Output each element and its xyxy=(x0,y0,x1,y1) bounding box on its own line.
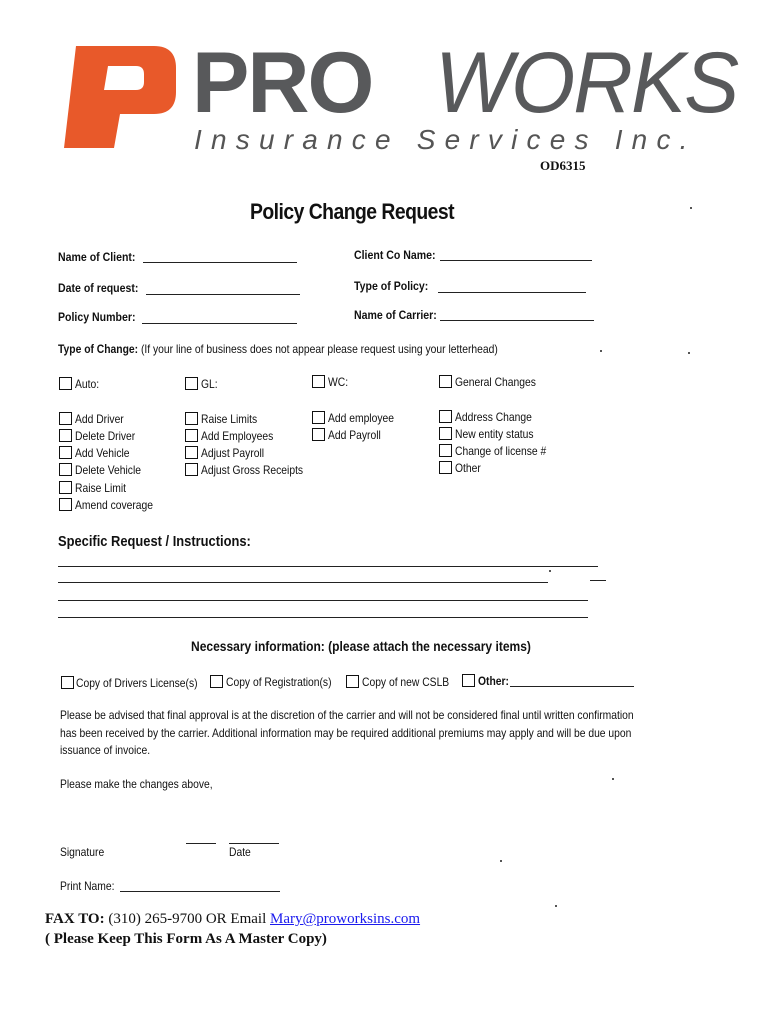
other-change-label: Other xyxy=(455,461,481,475)
delete-vehicle-label: Delete Vehicle xyxy=(75,463,141,477)
adjust-payroll-label: Adjust Payroll xyxy=(201,446,265,460)
policy-number-field[interactable] xyxy=(142,323,297,324)
cslb-checkbox[interactable] xyxy=(346,675,359,688)
date-field[interactable] xyxy=(229,843,279,844)
delete-vehicle-checkbox[interactable] xyxy=(59,463,72,476)
client-co-name-field[interactable] xyxy=(440,260,592,261)
delete-driver-label: Delete Driver xyxy=(75,429,136,443)
other-change-checkbox[interactable] xyxy=(439,461,452,474)
date-of-request-label: Date of request: xyxy=(58,281,139,295)
raise-limits-checkbox[interactable] xyxy=(185,412,198,425)
name-of-carrier-label: Name of Carrier: xyxy=(354,308,437,322)
address-change-label: Address Change xyxy=(455,410,532,424)
email-link[interactable]: Mary@proworksins.com xyxy=(270,911,421,927)
necessary-info-heading: Necessary information: (please attach the necessary items) xyxy=(191,638,531,654)
cslb-label: Copy of new CSLB xyxy=(362,675,450,689)
add-employee-label: Add employee xyxy=(328,411,394,425)
raise-limit-label: Raise Limit xyxy=(75,481,127,495)
raise-limit-checkbox[interactable] xyxy=(59,481,72,494)
general-changes-checkbox[interactable] xyxy=(439,375,452,388)
add-payroll-checkbox[interactable] xyxy=(312,428,325,441)
drivers-license-label: Copy of Drivers License(s) xyxy=(76,676,198,690)
add-vehicle-checkbox[interactable] xyxy=(59,446,72,459)
logo-subtitle: Insurance Services Inc. xyxy=(194,124,697,155)
instructions-line-3[interactable] xyxy=(58,600,588,601)
fax-line xyxy=(45,911,420,928)
instructions-line-4[interactable] xyxy=(58,617,588,618)
type-of-change-note: (If your line of business does not appear please request using your letterhead) xyxy=(140,342,498,356)
type-of-policy-label: Type of Policy: xyxy=(354,279,429,293)
address-change-checkbox[interactable] xyxy=(439,410,452,423)
amend-coverage-label: Amend coverage xyxy=(75,498,154,512)
general-changes-label: General Changes xyxy=(455,375,536,389)
drivers-license-checkbox[interactable] xyxy=(61,676,74,689)
policy-number-label: Policy Number: xyxy=(58,310,136,324)
client-co-name-label: Client Co Name: xyxy=(354,248,436,262)
change-of-license-checkbox[interactable] xyxy=(439,444,452,457)
date-of-request-field[interactable] xyxy=(146,294,300,295)
signature-field[interactable] xyxy=(186,843,216,844)
gl-checkbox[interactable] xyxy=(185,377,198,390)
fax-label: FAX TO: xyxy=(45,911,105,927)
date-label: Date xyxy=(229,845,251,859)
add-driver-checkbox[interactable] xyxy=(59,412,72,425)
registration-label: Copy of Registration(s) xyxy=(226,675,332,689)
instructions-line-2-tail xyxy=(590,580,606,581)
print-name-label: Print Name: xyxy=(60,879,115,893)
proworks-logo-mark xyxy=(62,44,180,150)
specific-request-heading: Specific Request / Instructions: xyxy=(58,533,251,550)
fax-text: (310) 265-9700 OR Email xyxy=(108,911,267,927)
adjust-payroll-checkbox[interactable] xyxy=(185,446,198,459)
adjust-gross-receipts-checkbox[interactable] xyxy=(185,463,198,476)
name-of-carrier-field[interactable] xyxy=(440,320,594,321)
adjust-gross-receipts-label: Adjust Gross Receipts xyxy=(201,463,304,477)
delete-driver-checkbox[interactable] xyxy=(59,429,72,442)
page-title: Policy Change Request xyxy=(250,199,455,224)
wc-checkbox[interactable] xyxy=(312,375,325,388)
gl-label: GL: xyxy=(201,377,218,391)
type-of-change-label: Type of Change: xyxy=(58,342,139,356)
auto-label: Auto: xyxy=(75,377,100,391)
amend-coverage-checkbox[interactable] xyxy=(59,498,72,511)
scan-speck xyxy=(688,352,690,354)
add-vehicle-label: Add Vehicle xyxy=(75,446,130,460)
add-driver-label: Add Driver xyxy=(75,412,124,426)
scan-speck xyxy=(549,570,551,572)
add-payroll-label: Add Payroll xyxy=(328,428,381,442)
signature-label: Signature xyxy=(60,845,105,859)
scan-speck xyxy=(612,778,614,780)
add-employee-checkbox[interactable] xyxy=(312,411,325,424)
scan-speck xyxy=(600,350,602,352)
name-of-client-field[interactable] xyxy=(143,262,297,263)
change-of-license-label: Change of license # xyxy=(455,444,547,458)
new-entity-status-checkbox[interactable] xyxy=(439,427,452,440)
registration-checkbox[interactable] xyxy=(210,675,223,688)
scan-speck xyxy=(690,207,692,209)
add-employees-label: Add Employees xyxy=(201,429,274,443)
logo-works-text: WORKS xyxy=(435,35,738,131)
raise-limits-label: Raise Limits xyxy=(201,412,258,426)
instructions-line-2[interactable] xyxy=(58,582,548,583)
disclaimer-line-3: issuance of invoice. xyxy=(60,743,151,757)
other-attachment-field[interactable] xyxy=(510,686,634,687)
type-of-change-line xyxy=(58,342,498,356)
print-name-field[interactable] xyxy=(120,891,280,892)
disclaimer-line-2: has been received by the carrier. Additional information may be required additional premiums may apply and will be due upon xyxy=(60,725,632,740)
scan-speck xyxy=(555,905,557,907)
disclaimer-paragraph xyxy=(60,707,662,760)
disclaimer-line-1: Please be advised that final approval is at the discretion of the carrier and will not be considered final until written confirmation xyxy=(60,708,634,722)
add-employees-checkbox[interactable] xyxy=(185,429,198,442)
instructions-line-1[interactable] xyxy=(58,566,598,567)
scan-speck xyxy=(500,860,502,862)
wc-label: WC: xyxy=(328,375,349,389)
other-attachment-label: Other: xyxy=(478,674,509,688)
other-attachment-checkbox[interactable] xyxy=(462,674,475,687)
name-of-client-label: Name of Client: xyxy=(58,250,136,264)
auto-checkbox[interactable] xyxy=(59,377,72,390)
master-copy-note: ( Please Keep This Form As A Master Copy) xyxy=(45,931,327,947)
logo-pro-text: PRO xyxy=(192,35,373,131)
type-of-policy-field[interactable] xyxy=(438,292,586,293)
please-make-changes: Please make the changes above, xyxy=(60,777,213,791)
new-entity-status-label: New entity status xyxy=(455,427,534,441)
form-code: OD6315 xyxy=(540,158,586,173)
